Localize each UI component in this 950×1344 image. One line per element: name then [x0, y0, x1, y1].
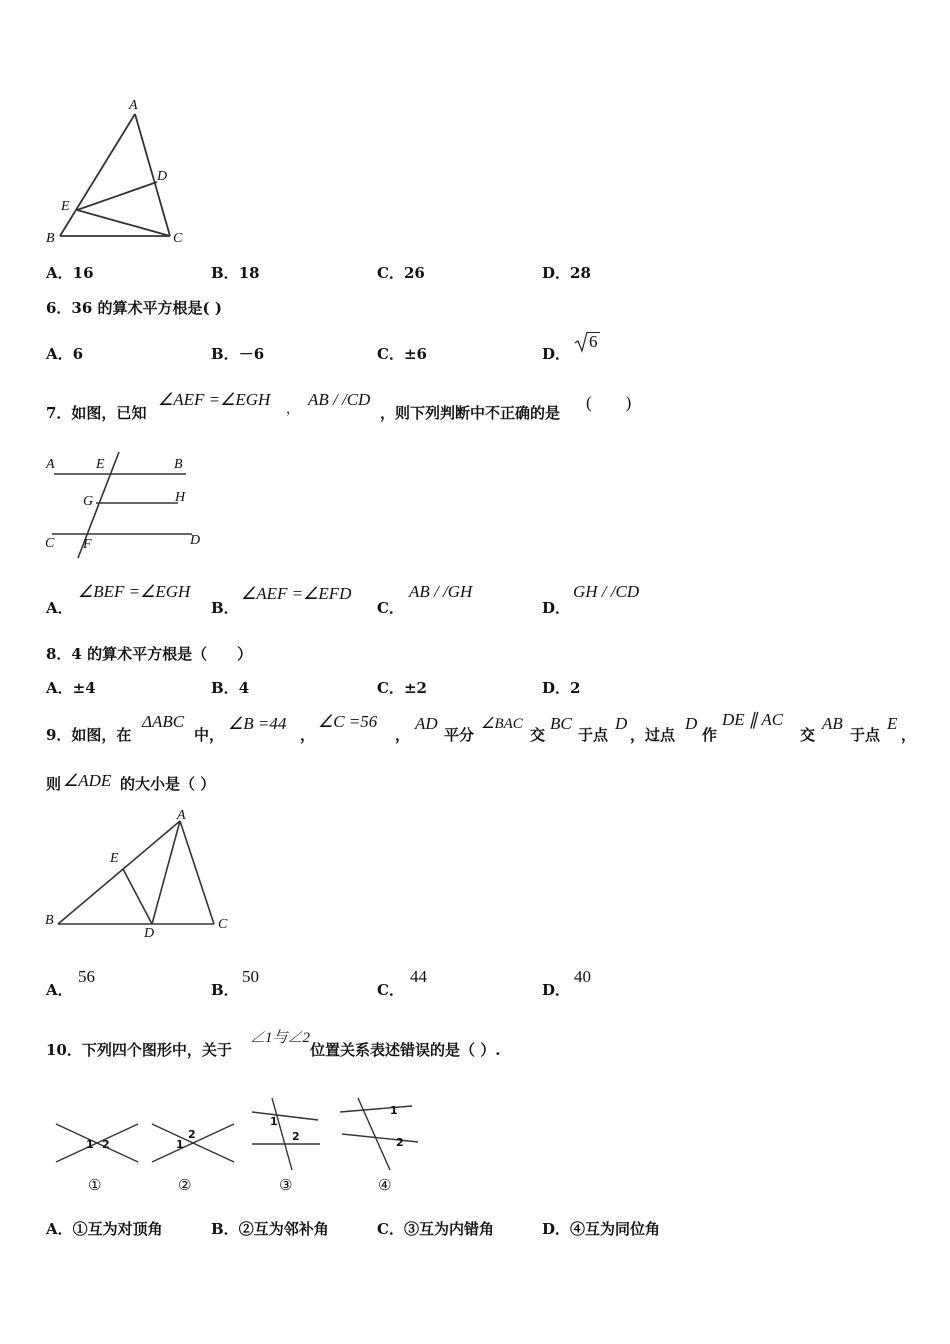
- q10-option-b: B．②互为邻补角: [211, 1220, 329, 1238]
- q10-caption-2: ②: [178, 1176, 192, 1194]
- q10-option-d: D．④互为同位角: [542, 1220, 661, 1238]
- q10-figure-3: [246, 1094, 326, 1174]
- q10-angles: ∠1与∠2: [250, 1030, 311, 1046]
- q6-option-b: B．－6: [211, 345, 265, 363]
- q10-figure-1: [52, 1118, 142, 1168]
- q10-figure-4: [336, 1094, 426, 1174]
- q7-option-d-letter: D．: [542, 599, 571, 617]
- q8-option-d: D．2: [542, 679, 581, 697]
- q10-text-1: 10．下列四个图形中，关于: [46, 1041, 232, 1059]
- q5-triangle-figure: [40, 98, 190, 248]
- q9-angle-c: ∠C =56: [318, 712, 378, 731]
- q7-option-a-value: ∠BEF =∠EGH: [78, 582, 191, 601]
- q9-option-a-value: 56: [78, 967, 95, 986]
- q5-label-D: D: [157, 169, 168, 184]
- q8-option-b: B．4: [211, 679, 250, 697]
- q6-option-d-radicand: 6: [589, 332, 598, 351]
- q10-fig2-mark-2: 2: [188, 1128, 196, 1141]
- q6-option-d-letter: D．: [542, 345, 571, 363]
- q5-option-a: A．16: [46, 264, 94, 282]
- q9-label-B: B: [45, 913, 54, 928]
- q7-label-C: C: [45, 536, 55, 551]
- q9-line2-text-2: 的大小是（ ）: [120, 775, 216, 793]
- q9-text-8: ，过点: [630, 726, 676, 744]
- q5-option-b: B．18: [211, 264, 260, 282]
- q7-condition-1: ∠AEF =∠EGH: [158, 390, 271, 409]
- q7-separator: ，: [286, 401, 300, 416]
- q9-option-a-letter: A．: [46, 981, 73, 999]
- q7-option-b-value: ∠AEF =∠EFD: [241, 584, 352, 603]
- q9-option-d-value: 40: [574, 967, 591, 986]
- q9-ad: AD: [415, 714, 438, 733]
- sqrt-sign-icon: [574, 331, 588, 353]
- q7-label-D: D: [190, 533, 201, 548]
- q7-label-E: E: [96, 457, 105, 472]
- q10-text-2: 位置关系表述错误的是（ ）.: [310, 1041, 501, 1059]
- q8-option-c: C．±2: [377, 679, 427, 697]
- q10-fig3-mark-2: 2: [292, 1130, 300, 1143]
- q9-point-e: E: [887, 714, 898, 733]
- q10-fig1-mark-2: 2: [102, 1138, 110, 1151]
- q10-fig1-mark-1: 1: [86, 1138, 94, 1151]
- q5-label-A: A: [129, 98, 138, 113]
- q9-text-11: 于点: [850, 726, 881, 744]
- q9-text-6: 交: [530, 726, 546, 744]
- q5-label-B: B: [46, 231, 55, 246]
- q5-label-C: C: [173, 231, 183, 246]
- q5-label-E: E: [61, 199, 70, 214]
- q9-text-1: 9．如图，在: [46, 726, 132, 744]
- q10-figure-2: [148, 1118, 238, 1168]
- q9-angle-ade: ∠ADE: [63, 771, 112, 790]
- q7-label-A: A: [46, 457, 55, 472]
- q9-option-b-letter: B．: [211, 981, 239, 999]
- q9-ab: AB: [822, 714, 843, 733]
- q6-option-c: C．±6: [377, 345, 427, 363]
- q10-fig4-mark-1: 1: [390, 1104, 398, 1117]
- q7-option-a-letter: A．: [46, 599, 73, 617]
- q9-option-c-value: 44: [410, 967, 427, 986]
- q9-text-3: ，: [300, 726, 316, 744]
- q9-triangle: ΔABC: [142, 712, 185, 731]
- q6-question: 6．36 的算术平方根是( ): [46, 299, 222, 317]
- q9-triangle-figure: [50, 815, 230, 935]
- q10-fig2-mark-1: 1: [176, 1138, 184, 1151]
- q9-de-parallel-ac: DE ∥ AC: [722, 710, 784, 729]
- q5-option-d: D．28: [542, 264, 591, 282]
- q9-text-12: ，: [901, 726, 917, 744]
- q7-option-d-value: GH / /CD: [573, 582, 640, 601]
- q9-bc: BC: [550, 714, 572, 733]
- q9-label-D: D: [144, 926, 155, 941]
- q9-line2-text-1: 则: [46, 775, 62, 793]
- q9-text-7: 于点: [578, 726, 609, 744]
- q7-label-F: F: [83, 537, 92, 552]
- q7-condition-2: AB / /CD: [308, 390, 371, 409]
- q7-option-b-letter: B．: [211, 599, 239, 617]
- q9-point-d-2: D: [685, 714, 698, 733]
- q9-label-E: E: [110, 851, 119, 866]
- q7-suffix: ，则下列判断中不正确的是: [380, 404, 561, 422]
- q6-option-a: A．6: [46, 345, 84, 363]
- q7-label-H: H: [175, 490, 186, 505]
- q9-option-c-letter: C．: [377, 981, 404, 999]
- q10-caption-1: ①: [88, 1176, 102, 1194]
- q9-angle-b: ∠B =44: [228, 714, 287, 733]
- q9-text-2: 中，: [194, 726, 225, 744]
- q10-fig3-mark-1: 1: [270, 1115, 278, 1128]
- q10-caption-3: ③: [279, 1176, 293, 1194]
- q7-label-B: B: [174, 457, 183, 472]
- q9-text-9: 作: [702, 726, 718, 744]
- q7-label-G: G: [83, 494, 94, 509]
- q9-text-5: 平分: [444, 726, 475, 744]
- q7-prefix: 7．如图，已知: [46, 404, 147, 422]
- q9-option-b-value: 50: [242, 967, 259, 986]
- q9-angle-bac: ∠BAC: [481, 716, 523, 732]
- q10-caption-4: ④: [378, 1176, 392, 1194]
- q8-question: 8．4 的算术平方根是（ ）: [46, 645, 253, 663]
- q7-option-c-value: AB / /GH: [409, 582, 473, 601]
- q10-option-c: C．③互为内错角: [377, 1220, 494, 1238]
- q7-paren: ( ): [586, 393, 632, 412]
- q10-option-a: A．①互为对顶角: [46, 1220, 163, 1238]
- q5-option-c: C．26: [377, 264, 425, 282]
- q8-option-a: A．±4: [46, 679, 96, 697]
- q9-text-4: ，: [395, 726, 411, 744]
- q9-label-A: A: [177, 808, 186, 823]
- q9-text-10: 交: [800, 726, 816, 744]
- q9-option-d-letter: D．: [542, 981, 571, 999]
- q9-label-C: C: [218, 917, 228, 932]
- q10-fig4-mark-2: 2: [396, 1136, 404, 1149]
- q9-point-d: D: [615, 714, 628, 733]
- q7-option-c-letter: C．: [377, 599, 404, 617]
